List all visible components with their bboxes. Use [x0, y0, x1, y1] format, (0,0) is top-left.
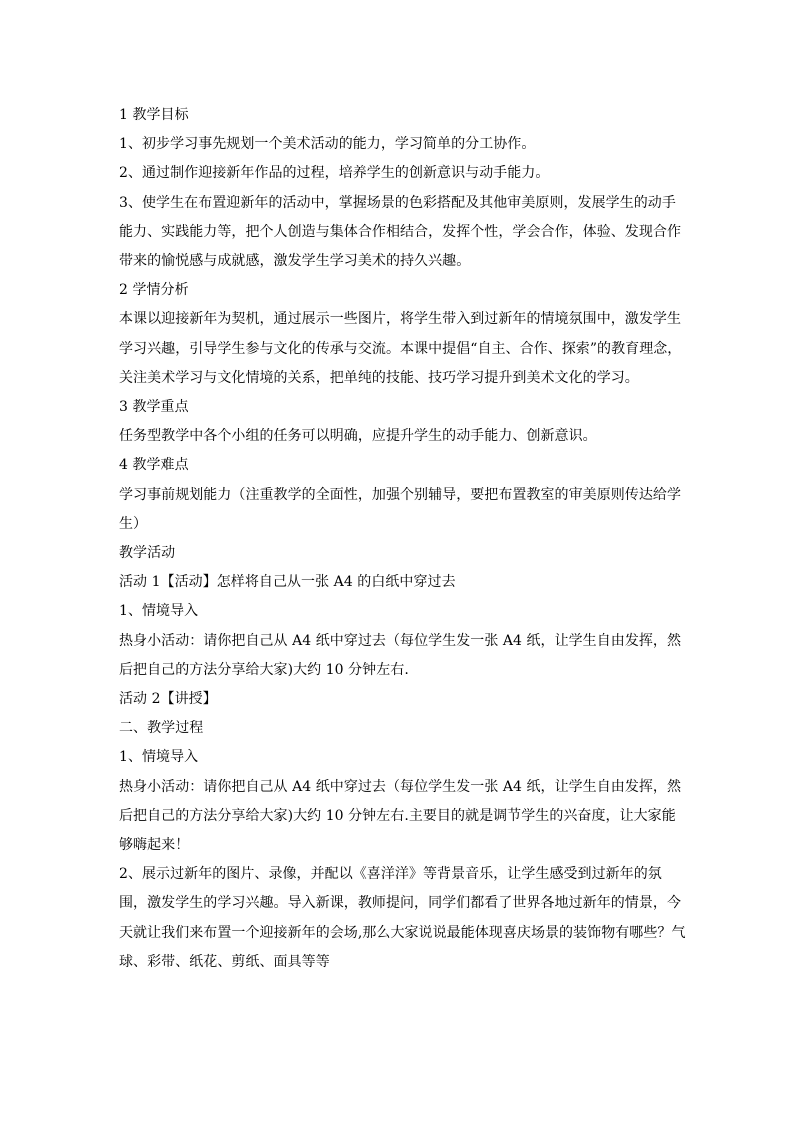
document-page — [119, 101, 689, 977]
heading-key-points: 3 教学重点 — [119, 399, 189, 416]
activity-1-step-1: 1、情境导入 — [119, 603, 199, 620]
process-step-2: 2、展示过新年的图片、录像，并配以《喜洋洋》等背景音乐，让学生感受到过新年的氛围，激发学生的学习兴趣。导入新课，教师提问，同学们都看了世界各地过新年的情景，今天就让我们来布置一个迎接新年的会场,那么大家说说最能体现喜庆场景的装饰物有哪些？气球、彩带、纸花、剪纸、面具等等 — [119, 866, 686, 970]
goal-item-1: 1、初步学习事先规划一个美术活动的能力，学习简单的分工协作。 — [119, 136, 536, 153]
heading-student-analysis: 2 学情分析 — [119, 282, 189, 299]
goal-item-2: 2、通过制作迎接新年作品的过程，培养学生的创新意识与动手能力。 — [119, 165, 550, 182]
heading-teaching-goals: 1 教学目标 — [119, 107, 189, 123]
heading-difficulties: 4 教学难点 — [119, 457, 189, 474]
activity-1-warmup: 热身小活动：请你把自己从 A4 纸中穿过去（每位学生发一张 A4 纸，让学生自由发挥，然后把自己的方法分享给大家)大约 10 分钟左右. — [119, 632, 682, 678]
student-analysis-text: 本课以迎接新年为契机，通过展示一些图片，将学生带入到过新年的情境氛围中，激发学生学习兴趣，引导学生参与文化的传承与交流。本课中提倡“自主、合作、探索”的教育理念，关注美术学习与文化情境的关系，把单纯的技能、技巧学习提升到美术文化的学习。 — [119, 311, 682, 386]
activity-2-title: 活动 2【讲授】 — [119, 691, 217, 708]
heading-teaching-activities: 教学活动 — [119, 545, 176, 562]
goal-item-3: 3、使学生在布置迎新年的活动中，掌握场景的色彩搭配及其他审美原则，发展学生的动手能力、实践能力等，把个人创造与集体合作相结合，发挥个性，学会合作，体验、发现合作带来的愉悦感与成就感，激发学生学习美术的持久兴趣。 — [119, 194, 681, 270]
key-points-text: 任务型教学中各个小组的任务可以明确，应提升学生的动手能力、创新意识。 — [119, 428, 597, 445]
process-step-1: 1、情境导入 — [119, 749, 199, 766]
process-warmup: 热身小活动：请你把自己从 A4 纸中穿过去（每位学生发一张 A4 纸，让学生自由发挥，然后把自己的方法分享给大家)大约 10 分钟左右.主要目的就是调节学生的兴奋度，让大家能够嗨起来！ — [119, 778, 682, 854]
heading-teaching-process: 二、教学过程 — [119, 720, 204, 737]
difficulties-text: 学习事前规划能力（注重教学的全面性，加强个别辅导，要把布置教室的审美原则传达给学生） — [119, 486, 681, 532]
activity-1-title: 活动 1【活动】怎样将自己从一张 A4 的白纸中穿过去 — [119, 574, 456, 591]
